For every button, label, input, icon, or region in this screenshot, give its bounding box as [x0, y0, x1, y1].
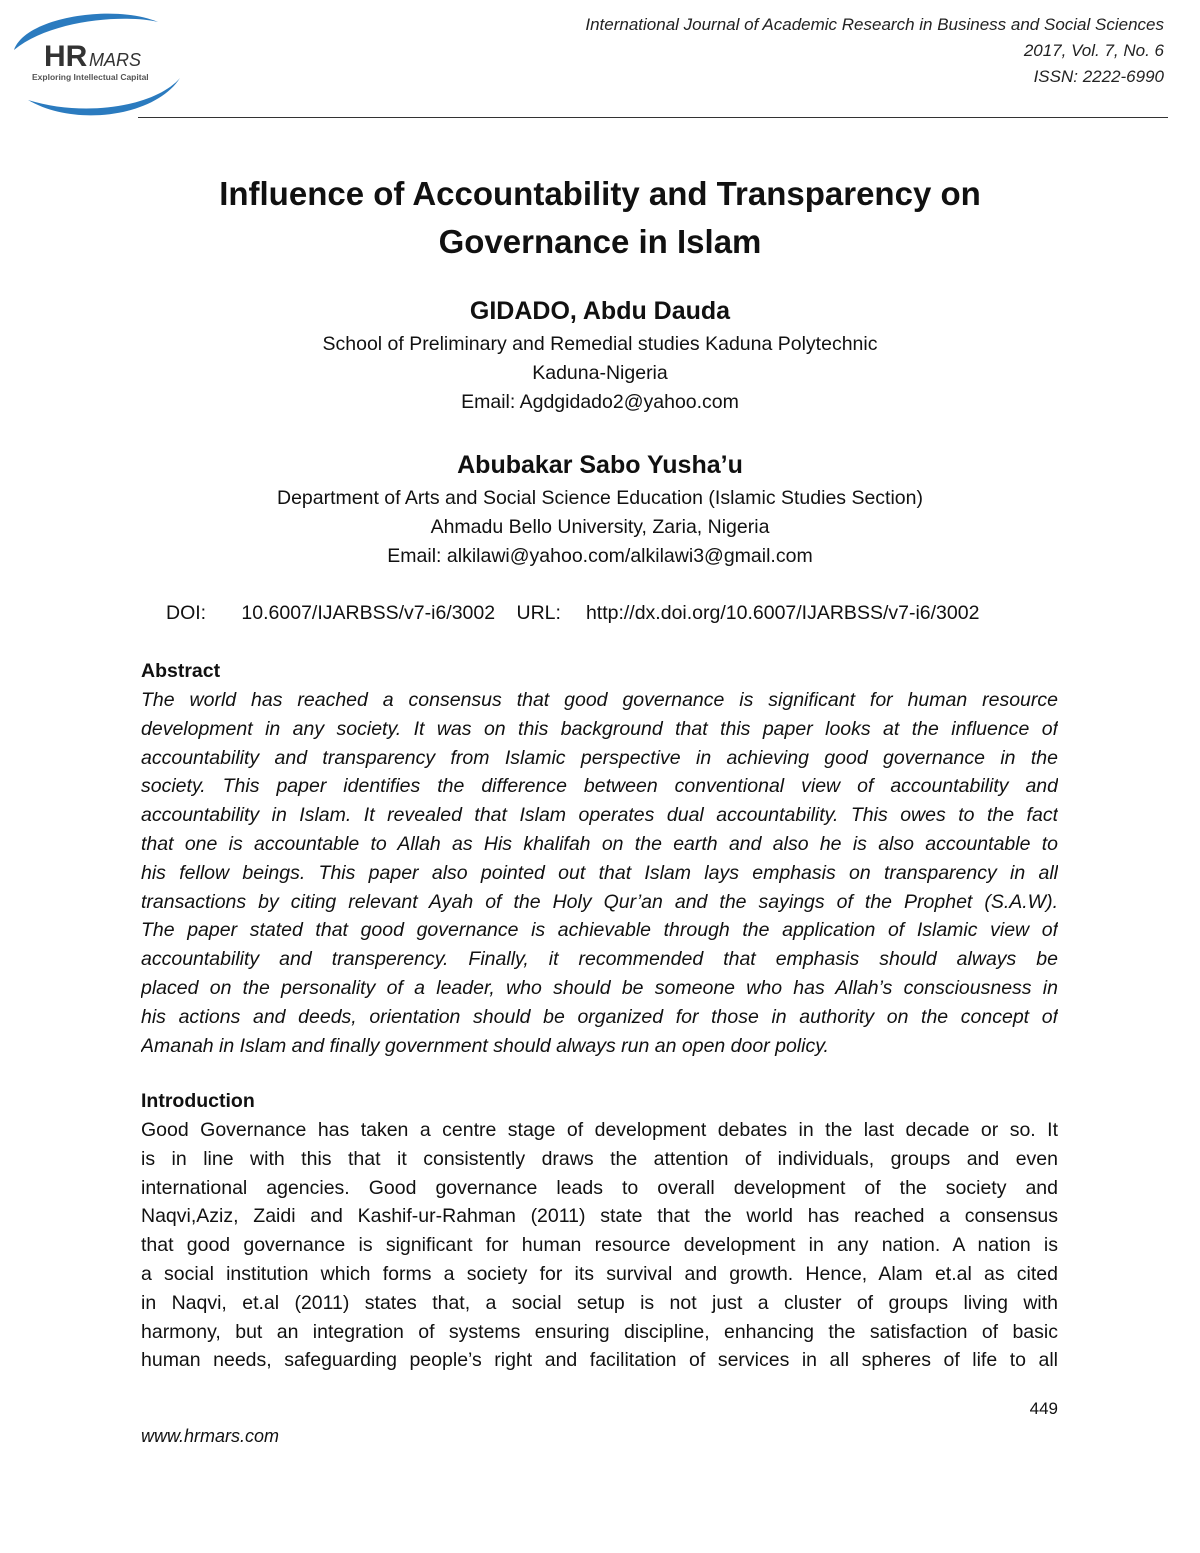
hrmars-logo	[6, 6, 184, 122]
author-name: GIDADO, Abdu Dauda	[469, 297, 731, 325]
introduction-line: Good Governance has taken a centre stage of development debates in the last decade or so. It	[141, 1119, 1058, 1141]
doi-value: 10.6007/IJARBSS/v7-i6/3002	[241, 602, 496, 624]
abstract-line: development in any society. It was on this background that this paper looks at the influence of	[141, 717, 1058, 740]
author-block-2	[100, 448, 1100, 571]
journal-volume: 2017, Vol. 7, No. 6	[1023, 41, 1164, 60]
logo-brand-sub: MARS	[89, 50, 142, 70]
abstract-line: transactions by citing relevant Ayah of the Holy Qur’an and the sayings of the Prophet (S.A.W).	[141, 890, 1058, 913]
url-label: URL:	[516, 602, 561, 624]
introduction-line: international agencies. Good governance leads to overall development of the society and	[141, 1176, 1058, 1199]
author-name: Abubakar Sabo Yusha’u	[457, 451, 743, 479]
abstract-heading: Abstract	[141, 660, 221, 682]
abstract-line: that one is accountable to Allah as His khalifah on the earth and also he is also accountable to	[141, 832, 1058, 855]
introduction-line: in Naqvi, et.al (2011) states that, a social setup is not just a cluster of groups living with	[141, 1291, 1058, 1314]
author-email: Email: Agdgidado2@yahoo.com	[461, 391, 739, 413]
abstract-line: placed on the personality of a leader, who should be someone who has Allah’s consciousness in	[141, 976, 1058, 999]
introduction-line: Naqvi,Aziz, Zaidi and Kashif-ur-Rahman (2011) state that the world has reached a consensus	[141, 1205, 1058, 1228]
journal-issn: ISSN: 2222-6990	[1033, 67, 1164, 86]
abstract-line: The world has reached a consensus that good governance is significant for human resource	[141, 689, 1058, 711]
hrmars-logo-graphic	[6, 6, 184, 122]
abstract-line: Amanah in Islam and finally government should always run an open door policy.	[141, 1034, 829, 1057]
abstract-line: society. This paper identifies the difference between conventional view of accountability and	[141, 775, 1058, 798]
doi-url-link[interactable]: http://dx.doi.org/10.6007/IJARBSS/v7-i6/3002	[585, 602, 980, 624]
page-number: 449	[1029, 1399, 1058, 1418]
paper-title-line-1: Influence of Accountability and Transparency on	[219, 175, 981, 212]
introduction-line: harmony, but an integration of systems ensuring discipline, enhancing the satisfaction of basic	[141, 1320, 1058, 1343]
introduction-heading: Introduction	[141, 1090, 255, 1112]
doi-label: DOI:	[166, 602, 207, 624]
footer-website-link[interactable]: www.hrmars.com	[141, 1426, 280, 1446]
introduction-line: human needs, safeguarding people’s right and facilitation of services in all spheres of life to all	[141, 1349, 1058, 1372]
doi-row	[166, 598, 979, 628]
header-divider	[138, 117, 1168, 118]
abstract-text	[141, 686, 1058, 1060]
paper-title	[150, 170, 1050, 266]
paper-title-line-2: Governance in Islam	[438, 223, 762, 260]
abstract-line: accountability and transperency. Finally, it recommended that emphasis should always be	[141, 948, 1058, 971]
author-location: Ahmadu Bello University, Zaria, Nigeria	[430, 516, 770, 538]
journal-header	[585, 12, 1164, 90]
author-location: Kaduna-Nigeria	[532, 362, 668, 384]
author-affiliation: Department of Arts and Social Science Education (Islamic Studies Section)	[277, 487, 923, 509]
abstract-line: his fellow beings. This paper also pointed out that Islam lays emphasis on transparency in all	[141, 861, 1058, 884]
abstract-line: accountability and transparency from Islamic perspective in achieving good governance in the	[141, 746, 1058, 769]
introduction-text	[141, 1116, 1058, 1375]
abstract-line: his actions and deeds, orientation should be organized for those in authority on the concept of	[141, 1005, 1058, 1028]
author-affiliation: School of Preliminary and Remedial studies Kaduna Polytechnic	[322, 333, 878, 355]
abstract-line: accountability in Islam. It revealed that Islam operates dual accountability. This owes to the fact	[141, 804, 1058, 827]
introduction-line: that good governance is significant for human resource development in any nation. A nation is	[141, 1234, 1058, 1257]
author-block-1	[100, 294, 1100, 417]
logo-tagline: Exploring Intellectual Capital	[32, 72, 149, 82]
introduction-line: is in line with this that it consistently draws the attention of individuals, groups and even	[141, 1147, 1058, 1170]
logo-brand-main: HR	[44, 40, 88, 73]
introduction-line: a social institution which forms a society for its survival and growth. Hence, Alam et.al as cited	[141, 1262, 1058, 1285]
abstract-line: The paper stated that good governance is achievable through the application of Islamic view of	[141, 919, 1058, 942]
journal-name: International Journal of Academic Research in Business and Social Sciences	[585, 15, 1164, 34]
author-email: Email: alkilawi@yahoo.com/alkilawi3@gmail.com	[387, 545, 813, 567]
